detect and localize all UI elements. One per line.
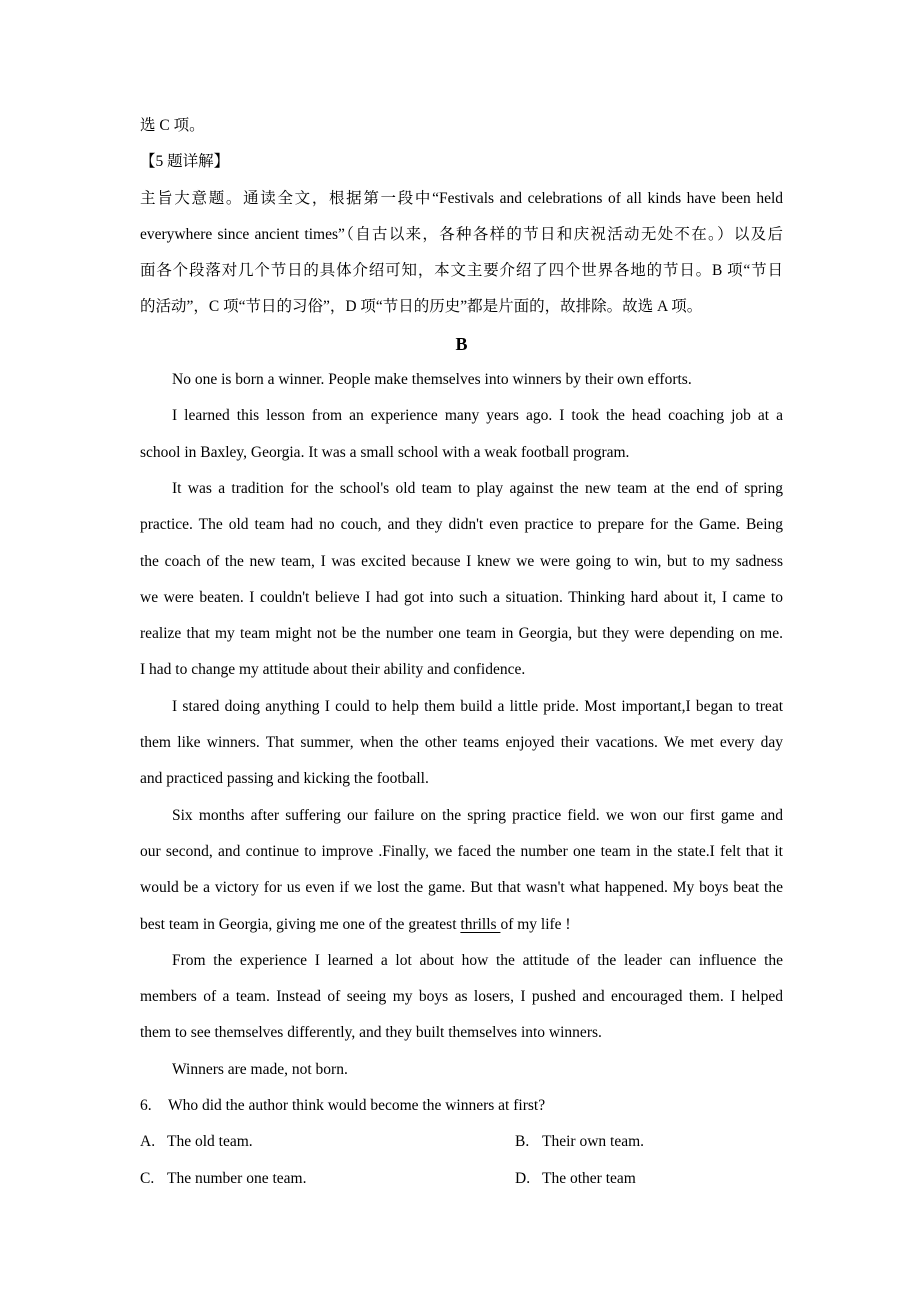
answer-conclusion-line: 选 C 项。 (140, 117, 205, 134)
question-number: 6. (140, 1097, 152, 1115)
explanation-5-line-2: everywhere since ancient times”（自古以来，各种各样的节日和庆祝活动无处不在。）以及后 (140, 225, 783, 243)
passage-line-19: them to see themselves differently, and they built themselves into winners. (140, 1024, 602, 1042)
explanation-5-header: 【5 题详解】 (140, 153, 230, 171)
answer-option-c (140, 1161, 515, 1197)
passage-line-11: them like winners. That summer, when the other teams enjoyed their vacations. We met every day (140, 734, 783, 752)
passage-text-segment: of my life ! (500, 915, 571, 933)
question-text: Who did the author think would become the winners at first? (168, 1097, 546, 1115)
option-text: The old team. (167, 1133, 253, 1151)
answer-option-d (515, 1161, 636, 1197)
passage-line-8: realize that my team might not be the number one team in Georgia, but they were depending on me. (140, 625, 783, 643)
passage-b-label: B (455, 333, 468, 354)
options-row-ab (140, 1124, 783, 1160)
option-label: C. (140, 1169, 155, 1187)
passage-line-16 (140, 907, 783, 943)
answer-option-b (515, 1124, 644, 1160)
document-text-block (140, 108, 783, 1197)
passage-line-3: school in Baxley, Georgia. It was a small school with a weak football program. (140, 443, 630, 461)
option-label: B. (515, 1133, 530, 1151)
explanation-5-line-3: 面各个段落对几个节日的具体介绍可知，本文主要介绍了四个世界各地的节日。B 项“节日 (140, 262, 783, 280)
answer-option-a (140, 1124, 515, 1160)
passage-line-20: Winners are made, not born. (172, 1060, 348, 1078)
passage-line-18: members of a team. Instead of seeing my boys as losers, I pushed and encouraged them. I helped (140, 988, 783, 1006)
underlined-word: thrills (460, 915, 501, 933)
passage-text-segment: best team in Georgia, giving me one of the greatest (140, 915, 461, 933)
explanation-5-line-4: 的活动”，C 项“节日的习俗”，D 项“节日的历史”都是片面的，故排除。故选 A 项。 (140, 298, 703, 316)
passage-line-5: practice. The old team had no couch, and they didn't even practice to prepare for the Game. Being (140, 516, 783, 534)
explanation-5-line-1: 主旨大意题。通读全文，根据第一段中“Festivals and celebrations of all kinds have been held (140, 189, 783, 207)
option-text: The other team (542, 1169, 636, 1187)
passage-line-13: Six months after suffering our failure on the spring practice field. we won our first game and (172, 806, 783, 824)
option-label: D. (515, 1169, 531, 1187)
question-6 (140, 1088, 783, 1124)
passage-line-14: our second, and continue to improve .Finally, we faced the number one team in the state.I felt that it (140, 842, 783, 860)
passage-line-1: No one is born a winner. People make themselves into winners by their own efforts. (172, 371, 692, 389)
option-label: A. (140, 1133, 156, 1151)
passage-line-10: I stared doing anything I could to help them build a little pride. Most important,I began to treat (172, 697, 783, 715)
option-text: Their own team. (542, 1133, 645, 1151)
passage-line-15: would be a victory for us even if we lost the game. But that wasn't what happened. My boys beat the (140, 879, 783, 897)
passage-line-12: and practiced passing and kicking the football. (140, 770, 429, 788)
passage-line-2: I learned this lesson from an experience many years ago. I took the head coaching job at a (172, 407, 783, 425)
passage-line-7: we were beaten. I couldn't believe I had got into such a situation. Thinking hard about it, I came to (140, 588, 783, 606)
passage-line-6: the coach of the new team, I was excited because I knew we were going to win, but to my sadness (140, 552, 783, 570)
passage-line-9: I had to change my attitude about their ability and confidence. (140, 661, 526, 679)
passage-line-17: From the experience I learned a lot about how the attitude of the leader can influence the (172, 951, 783, 969)
options-row-cd (140, 1161, 783, 1197)
option-text: The number one team. (167, 1169, 307, 1187)
passage-line-4: It was a tradition for the school's old team to play against the new team at the end of spring (172, 479, 783, 497)
